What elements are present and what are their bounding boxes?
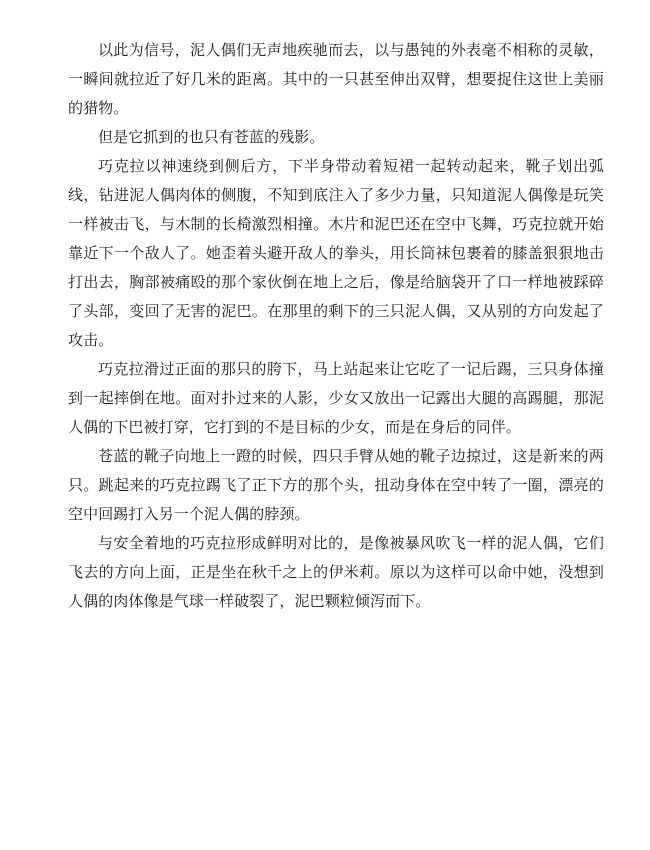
paragraph-6: 与安全着地的巧克拉形成鲜明对比的，是像被暴风吹飞一样的泥人偶，它们飞去的方向上面，正是坐在秋千之上的伊米莉。原以为这样可以命中她，没想到人偶的肉体像是气球一样破裂了，泥巴颗粒倾泻而下。 — [68, 534, 604, 610]
paragraph-2: 但是它抓到的也只有苍蓝的残影。 — [98, 128, 325, 146]
paragraph-3: 巧克拉以神速绕到侧后方，下半身带动着短裙一起转动起来，靴子划出弧线，钻进泥人偶肉体的侧腹，不知到底注入了多少力量，只知道泥人偶像是玩笑一样被击飞，与木制的长椅激烈相撞。木片和泥巴还在空中飞舞，巧克拉就开始靠近下一个敌人了。她歪着头避开敌人的拳头，用长筒袜包裹着的膝盖狠狠地击打出去，胸部被痛殴的那个家伙倒在地上之后，像是给脑袋开了口一样地被踩碎了头部，变回了无害的泥巴。在那里的剩下的三只泥人偶，又从别的方向发起了攻击。 — [68, 157, 604, 349]
paragraph-5: 苍蓝的靴子向地上一蹬的时候，四只手臂从她的靴子边掠过，这是新来的两只。跳起来的巧克拉踢飞了正下方的那个头，扭动身体在空中转了一圈，漂亮的空中回踢打入另一个泥人偶的脖颈。 — [68, 447, 604, 523]
paragraph-1: 以此为信号，泥人偶们无声地疾驰而去，以与愚钝的外表毫不相称的灵敏，一瞬间就拉近了好几米的距离。其中的一只甚至伸出双臂，想要捉住这世上美丽的猎物。 — [68, 41, 604, 117]
paragraph-4: 巧克拉滑过正面的那只的胯下，马上站起来让它吃了一记后踢，三只身体撞到一起摔倒在地。面对扑过来的人影，少女又放出一记露出大腿的高踢腿，那泥人偶的下巴被打穿，它打到的不是目标的少女，而是在身后的同伴。 — [68, 360, 604, 436]
body-text — [68, 36, 604, 616]
